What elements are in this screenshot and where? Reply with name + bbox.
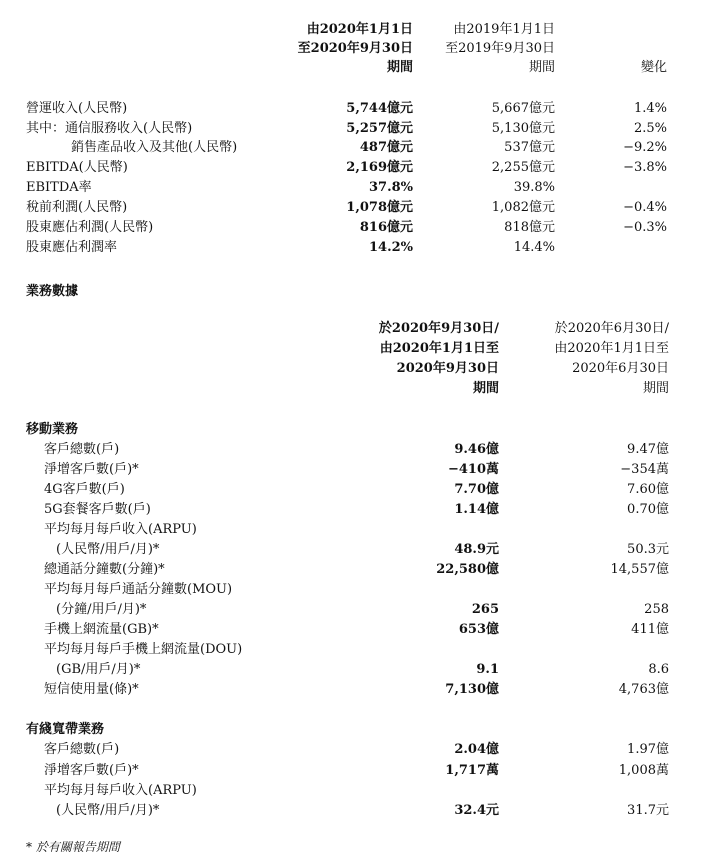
- biz-col1-header-line3: 2020年9月30日: [396, 361, 499, 376]
- mobile-row-current: 48.9元: [454, 542, 499, 557]
- biz-col2-header-line1: 於2020年6月30日/: [554, 321, 669, 336]
- mobile-row-current: 1.14億: [454, 502, 499, 517]
- fin-row-label: 營運收入(人民幣): [26, 101, 128, 116]
- fin-row-label: 稅前利潤(人民幣): [26, 200, 128, 215]
- fin-row-label: 股東應佔利潤(人民幣): [26, 220, 154, 235]
- mobile-row-label: 淨增客戶數(戶)*: [44, 462, 139, 477]
- biz-col2-header-line3: 2020年6月30日: [572, 361, 669, 376]
- mobile-row-prior: 50.3元: [627, 542, 669, 557]
- mobile-row-prior: 9.47億: [627, 442, 669, 457]
- footnote: * 於有關報告期間: [26, 840, 120, 854]
- mobile-row-current: 7,130億: [445, 682, 499, 697]
- business-section-title: 業務數據: [26, 284, 79, 299]
- biz-col2-header-line4: 期間: [642, 381, 669, 396]
- broadband-row-label: 淨增客戶數(戶)*: [44, 763, 139, 778]
- fin-row-current: 816億元: [359, 220, 413, 235]
- broadband-row-prior: 1,008萬: [618, 763, 669, 778]
- mobile-row-prior: 14,557億: [610, 562, 669, 577]
- fin-row-change: 2.5%: [633, 121, 667, 136]
- fin-row-current: 1,078億元: [346, 200, 413, 215]
- fin-col1-header-line3: 期間: [386, 60, 413, 75]
- fin-row-current: 14.2%: [368, 240, 413, 255]
- fin-row-prior: 5,130億元: [491, 121, 555, 136]
- fin-row-current: 37.8%: [368, 180, 413, 195]
- fin-col2-header-line3: 期間: [528, 60, 555, 75]
- fin-row-prior: 818億元: [504, 220, 555, 235]
- fin-row-change: 1.4%: [633, 101, 667, 116]
- broadband-section-title: 有綫寬帶業務: [26, 722, 105, 737]
- broadband-row-current: 1,717萬: [445, 763, 499, 778]
- broadband-row-label: 平均每月每戶收入(ARPU): [44, 783, 197, 798]
- fin-row-current: 2,169億元: [346, 160, 413, 175]
- fin-row-prior: 5,667億元: [491, 101, 555, 116]
- fin-row-change: −0.3%: [623, 220, 667, 235]
- fin-row-prior: 2,255億元: [491, 160, 555, 175]
- fin-row-prior: 39.8%: [513, 180, 555, 195]
- broadband-row-prior: 1.97億: [627, 742, 669, 757]
- fin-row-change: −9.2%: [623, 140, 667, 155]
- biz-col2-header-line2: 由2020年1月1日至: [554, 341, 669, 356]
- biz-col1-header-line2: 由2020年1月1日至: [379, 341, 499, 356]
- mobile-row-label: (人民幣/用戶/月)*: [56, 542, 160, 557]
- broadband-row-current: 32.4元: [454, 803, 499, 818]
- fin-row-label: 其中：通信服務收入(人民幣): [26, 121, 193, 136]
- mobile-row-label: 平均每月每戶通話分鐘數(MOU): [44, 582, 233, 597]
- fin-col2-header-line1: 由2019年1月1日: [453, 22, 555, 37]
- fin-col3-header: 變化: [640, 60, 667, 75]
- biz-col1-header-line4: 期間: [472, 381, 499, 396]
- mobile-row-prior: 8.6: [648, 662, 669, 677]
- mobile-row-prior: −354萬: [620, 462, 669, 477]
- mobile-row-label: (分鐘/用戶/月)*: [56, 602, 147, 617]
- mobile-row-label: 短信使用量(條)*: [44, 682, 139, 697]
- mobile-section-title: 移動業務: [26, 422, 79, 437]
- fin-row-prior: 14.4%: [513, 240, 555, 255]
- fin-row-current: 5,744億元: [346, 101, 413, 116]
- mobile-row-current: 9.1: [476, 662, 499, 677]
- mobile-row-label: 手機上網流量(GB)*: [44, 622, 159, 637]
- biz-col1-header-line1: 於2020年9月30日/: [378, 321, 499, 336]
- mobile-row-label: 4G客戶數(戶): [44, 482, 125, 497]
- mobile-row-prior: 258: [644, 602, 669, 617]
- mobile-row-label: 客戶總數(戶): [44, 442, 120, 457]
- mobile-row-prior: 0.70億: [627, 502, 669, 517]
- fin-row-change: −0.4%: [623, 200, 667, 215]
- mobile-row-prior: 411億: [631, 622, 669, 637]
- mobile-row-label: 平均每月每戶手機上網流量(DOU): [44, 642, 243, 657]
- broadband-row-prior: 31.7元: [627, 803, 669, 818]
- fin-col1-header-line1: 由2020年1月1日: [306, 22, 413, 37]
- broadband-row-current: 2.04億: [454, 742, 499, 757]
- broadband-row-label: (人民幣/用戶/月)*: [56, 803, 160, 818]
- fin-row-label: EBITDA(人民幣): [26, 160, 128, 175]
- fin-row-change: −3.8%: [623, 160, 667, 175]
- mobile-row-prior: 4,763億: [618, 682, 669, 697]
- mobile-row-current: 9.46億: [454, 442, 499, 457]
- fin-row-prior: 537億元: [504, 140, 555, 155]
- fin-row-current: 5,257億元: [346, 121, 413, 136]
- mobile-row-prior: 7.60億: [627, 482, 669, 497]
- mobile-row-label: (GB/用戶/月)*: [56, 662, 141, 677]
- mobile-row-current: 265: [471, 602, 499, 617]
- mobile-row-label: 5G套餐客戶數(戶): [44, 502, 151, 517]
- fin-row-label: EBITDA率: [26, 180, 92, 195]
- mobile-row-current: −410萬: [447, 462, 499, 477]
- mobile-row-label: 總通話分鐘數(分鐘)*: [44, 562, 165, 577]
- fin-col1-header-line2: 至2020年9月30日: [297, 41, 413, 56]
- mobile-row-current: 7.70億: [454, 482, 499, 497]
- fin-row-current: 487億元: [359, 140, 413, 155]
- fin-row-label: 股東應佔利潤率: [26, 240, 118, 255]
- fin-col2-header-line2: 至2019年9月30日: [445, 41, 555, 56]
- mobile-row-label: 平均每月每戶收入(ARPU): [44, 522, 197, 537]
- mobile-row-current: 22,580億: [436, 562, 499, 577]
- broadband-row-label: 客戶總數(戶): [44, 742, 120, 757]
- mobile-row-current: 653億: [458, 622, 499, 637]
- fin-row-label: 銷售產品收入及其他(人民幣): [71, 140, 238, 155]
- fin-row-prior: 1,082億元: [491, 200, 555, 215]
